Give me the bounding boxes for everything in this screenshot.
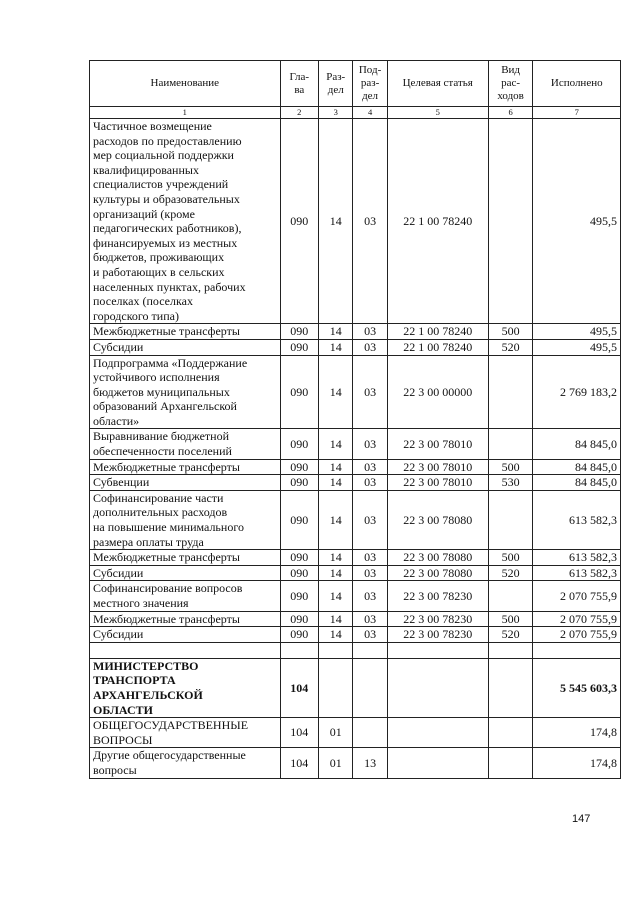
column-number: 5: [387, 107, 488, 119]
row-chapter: 090: [280, 611, 319, 627]
table-row: [90, 611, 621, 627]
row-target: [387, 718, 488, 748]
row-subsection: 03: [353, 475, 387, 491]
row-subsection: 03: [353, 550, 387, 566]
row-chapter: 090: [280, 459, 319, 475]
row-section: 14: [319, 490, 353, 549]
column-number: 7: [533, 107, 621, 119]
header-chapter: Гла- ва: [280, 61, 319, 107]
row-chapter: 090: [280, 339, 319, 355]
row-chapter: 104: [280, 718, 319, 748]
column-number: 2: [280, 107, 319, 119]
row-subsection: 03: [353, 627, 387, 643]
row-chapter: 090: [280, 490, 319, 549]
table-row: [90, 475, 621, 491]
row-target: 22 3 00 78230: [387, 581, 488, 611]
header-row: [90, 61, 621, 107]
row-section: 14: [319, 324, 353, 340]
row-executed: 2 070 755,9: [533, 627, 621, 643]
column-number: 1: [90, 107, 281, 119]
row-chapter: 090: [280, 550, 319, 566]
row-type: 500: [488, 459, 533, 475]
row-executed: 495,5: [533, 339, 621, 355]
row-name: Межбюджетные трансферты: [90, 611, 281, 627]
row-subsection: [353, 658, 387, 717]
table-row: [90, 355, 621, 429]
row-target: [387, 642, 488, 658]
row-executed: 5 545 603,3: [533, 658, 621, 717]
row-type: 520: [488, 627, 533, 643]
spacer-row: [90, 642, 621, 658]
row-section: [319, 658, 353, 717]
table-row: [90, 658, 621, 717]
table-row: [90, 324, 621, 340]
table-row: [90, 565, 621, 581]
row-target: 22 3 00 00000: [387, 355, 488, 429]
row-executed: 84 845,0: [533, 475, 621, 491]
row-executed: 613 582,3: [533, 565, 621, 581]
row-name: Субсидии: [90, 339, 281, 355]
row-subsection: 03: [353, 324, 387, 340]
column-number: 4: [353, 107, 387, 119]
row-section: 14: [319, 611, 353, 627]
row-type: 520: [488, 339, 533, 355]
budget-table: [89, 60, 621, 779]
header-name: Наименование: [90, 61, 281, 107]
column-number-row: [90, 107, 621, 119]
table-row: [90, 748, 621, 778]
row-type: [488, 119, 533, 324]
row-subsection: 13: [353, 748, 387, 778]
row-type: 500: [488, 550, 533, 566]
row-type: 500: [488, 611, 533, 627]
row-name: Межбюджетные трансферты: [90, 550, 281, 566]
table-row: [90, 429, 621, 459]
row-subsection: 03: [353, 429, 387, 459]
row-chapter: 090: [280, 429, 319, 459]
row-executed: 2 769 183,2: [533, 355, 621, 429]
row-chapter: 090: [280, 581, 319, 611]
row-subsection: 03: [353, 459, 387, 475]
header-executed: Исполнено: [533, 61, 621, 107]
header-subsection: Под- раз- дел: [353, 61, 387, 107]
header-type: Вид рас- ходов: [488, 61, 533, 107]
row-name: Субвенции: [90, 475, 281, 491]
column-number: 3: [319, 107, 353, 119]
row-type: [488, 642, 533, 658]
row-type: 530: [488, 475, 533, 491]
row-type: 520: [488, 565, 533, 581]
row-subsection: 03: [353, 581, 387, 611]
row-chapter: 090: [280, 324, 319, 340]
row-chapter: 090: [280, 119, 319, 324]
row-name: Субсидии: [90, 565, 281, 581]
row-executed: 84 845,0: [533, 459, 621, 475]
row-type: [488, 718, 533, 748]
row-target: 22 3 00 78080: [387, 490, 488, 549]
row-target: 22 1 00 78240: [387, 119, 488, 324]
row-chapter: 104: [280, 748, 319, 778]
row-name: Софинансирование вопросов местного значения: [90, 581, 281, 611]
row-target: [387, 748, 488, 778]
row-executed: 174,8: [533, 718, 621, 748]
row-target: 22 1 00 78240: [387, 324, 488, 340]
row-name: Другие общегосударственные вопросы: [90, 748, 281, 778]
row-type: [488, 490, 533, 549]
row-section: 14: [319, 581, 353, 611]
row-section: 14: [319, 119, 353, 324]
page-number: 147: [572, 813, 591, 825]
row-target: 22 1 00 78240: [387, 339, 488, 355]
row-executed: 174,8: [533, 748, 621, 778]
row-section: 01: [319, 718, 353, 748]
row-name: Выравнивание бюджетной обеспеченности поселений: [90, 429, 281, 459]
row-executed: 2 070 755,9: [533, 611, 621, 627]
row-target: [387, 658, 488, 717]
row-subsection: 03: [353, 355, 387, 429]
row-subsection: 03: [353, 119, 387, 324]
row-section: 14: [319, 339, 353, 355]
row-chapter: 090: [280, 627, 319, 643]
row-section: [319, 642, 353, 658]
row-subsection: 03: [353, 339, 387, 355]
row-type: 500: [488, 324, 533, 340]
row-executed: 495,5: [533, 324, 621, 340]
row-chapter: 090: [280, 475, 319, 491]
row-name: Частичное возмещение расходов по предоставлению мер социальной поддержки квалифицированных специалистов учреждений культуры и образовательных организаций (кроме педагогических работников), финансируемых из местных бюджетов, проживающих и работающих в сельских населенных пунктах, рабочих поселках (поселках городского типа): [90, 119, 281, 324]
row-section: 14: [319, 550, 353, 566]
row-target: 22 3 00 78010: [387, 475, 488, 491]
column-number: 6: [488, 107, 533, 119]
row-section: 14: [319, 459, 353, 475]
row-section: 14: [319, 475, 353, 491]
row-section: 01: [319, 748, 353, 778]
row-section: 14: [319, 565, 353, 581]
row-chapter: 090: [280, 355, 319, 429]
row-subsection: [353, 718, 387, 748]
row-name: Подпрограмма «Поддержание устойчивого исполнения бюджетов муниципальных образований Архангельской области»: [90, 355, 281, 429]
row-target: 22 3 00 78230: [387, 627, 488, 643]
row-target: 22 3 00 78230: [387, 611, 488, 627]
table-row: [90, 581, 621, 611]
row-subsection: 03: [353, 565, 387, 581]
header-target: Целевая статья: [387, 61, 488, 107]
row-chapter: [280, 642, 319, 658]
row-section: 14: [319, 355, 353, 429]
row-subsection: 03: [353, 490, 387, 549]
row-target: 22 3 00 78080: [387, 550, 488, 566]
row-chapter: 104: [280, 658, 319, 717]
row-subsection: 03: [353, 611, 387, 627]
row-executed: 613 582,3: [533, 550, 621, 566]
table-row: [90, 627, 621, 643]
row-executed: 2 070 755,9: [533, 581, 621, 611]
row-type: [488, 658, 533, 717]
table-row: [90, 490, 621, 549]
table-row: [90, 459, 621, 475]
row-type: [488, 429, 533, 459]
table-row: [90, 119, 621, 324]
row-executed: [533, 642, 621, 658]
row-type: [488, 355, 533, 429]
table-row: [90, 718, 621, 748]
row-chapter: 090: [280, 565, 319, 581]
row-type: [488, 748, 533, 778]
row-name: [90, 642, 281, 658]
row-section: 14: [319, 627, 353, 643]
row-executed: 613 582,3: [533, 490, 621, 549]
table-row: [90, 339, 621, 355]
row-type: [488, 581, 533, 611]
row-name: МИНИСТЕРСТВО ТРАНСПОРТА АРХАНГЕЛЬСКОЙ ОБЛАСТИ: [90, 658, 281, 717]
row-target: 22 3 00 78010: [387, 459, 488, 475]
row-name: Софинансирование части дополнительных расходов на повышение минимального размера оплаты труда: [90, 490, 281, 549]
row-name: Межбюджетные трансферты: [90, 459, 281, 475]
row-target: 22 3 00 78080: [387, 565, 488, 581]
table-row: [90, 550, 621, 566]
row-executed: 495,5: [533, 119, 621, 324]
row-name: ОБЩЕГОСУДАРСТВЕННЫЕ ВОПРОСЫ: [90, 718, 281, 748]
row-name: Субсидии: [90, 627, 281, 643]
row-section: 14: [319, 429, 353, 459]
header-section: Раз- дел: [319, 61, 353, 107]
row-executed: 84 845,0: [533, 429, 621, 459]
row-target: 22 3 00 78010: [387, 429, 488, 459]
row-name: Межбюджетные трансферты: [90, 324, 281, 340]
row-subsection: [353, 642, 387, 658]
